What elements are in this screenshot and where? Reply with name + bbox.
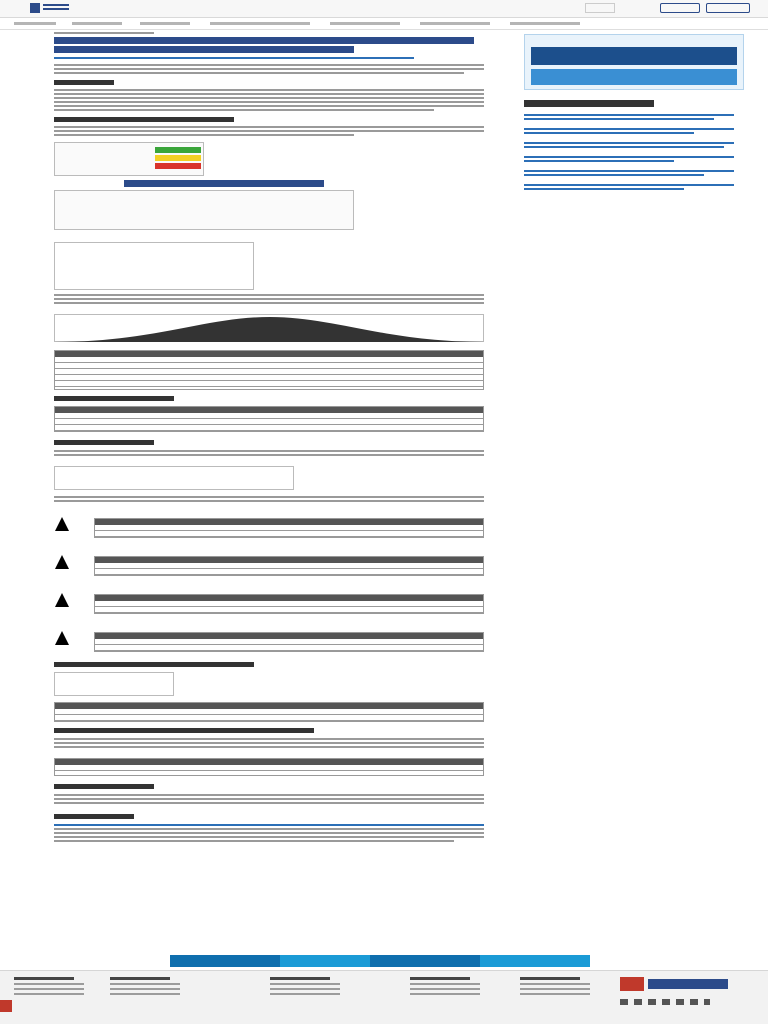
text-line [54, 64, 484, 66]
text-line [54, 89, 484, 91]
nav-item[interactable] [420, 22, 490, 25]
nav-item[interactable] [140, 22, 190, 25]
table-header [55, 407, 483, 413]
search-button[interactable] [585, 3, 615, 13]
text-line [54, 126, 484, 128]
related-content-heading [524, 100, 654, 107]
text-line [54, 294, 484, 296]
text-line [54, 101, 484, 103]
top-bar [0, 0, 768, 18]
section-heading [54, 814, 134, 819]
advert-band [531, 47, 737, 65]
qualitative-risk-matrix [54, 190, 354, 230]
promo-segment [370, 955, 480, 967]
reference-line [54, 828, 484, 830]
text-line [54, 97, 484, 99]
nav-item[interactable] [510, 22, 580, 25]
quality-impact-table [94, 594, 484, 614]
text-line [54, 802, 484, 804]
article-title-line-2 [54, 46, 354, 53]
text-line [54, 454, 484, 456]
promo-banner[interactable] [170, 955, 590, 967]
text-line [54, 302, 484, 304]
logo-wordmark [43, 4, 69, 6]
promo-segment [170, 955, 280, 967]
text-line [54, 496, 484, 498]
text-line [54, 450, 484, 452]
cost-impact-table [94, 556, 484, 576]
footer-column [520, 977, 600, 1021]
section-heading [54, 662, 254, 667]
arrow-up-icon [54, 516, 70, 532]
safety-impact-table [94, 632, 484, 652]
text-line [54, 500, 484, 502]
footer-brand[interactable] [620, 977, 750, 1015]
text-line [54, 130, 484, 132]
feedback-tab[interactable] [0, 1000, 12, 1012]
table-header [95, 633, 483, 639]
related-item[interactable] [524, 146, 724, 148]
section-heading [54, 117, 234, 122]
related-item[interactable] [524, 184, 734, 186]
register-button[interactable] [706, 3, 750, 13]
related-item[interactable] [524, 170, 734, 172]
risk-scale-graphic [55, 143, 205, 177]
impact-diagram [54, 466, 294, 490]
section-heading [54, 728, 314, 733]
site-logo[interactable] [30, 2, 70, 14]
table-header [55, 759, 483, 765]
risk-scale-table [54, 142, 204, 176]
logo-mark [30, 3, 40, 13]
related-item[interactable] [524, 118, 714, 120]
main-nav [0, 18, 768, 30]
nav-item[interactable] [72, 22, 122, 25]
breadcrumb[interactable] [54, 32, 154, 34]
text-line [54, 794, 484, 796]
section-heading [54, 440, 154, 445]
related-item[interactable] [524, 156, 734, 158]
text-line [54, 72, 464, 74]
related-item[interactable] [524, 128, 734, 130]
footer-column [410, 977, 490, 1021]
nav-item[interactable] [210, 22, 310, 25]
table-header [55, 351, 483, 357]
footer-wordmark [648, 979, 728, 989]
text-line [54, 798, 484, 800]
text-line [54, 105, 484, 107]
footer-logo [620, 977, 644, 991]
reference-line[interactable] [54, 824, 484, 826]
text-line [54, 298, 484, 300]
related-item[interactable] [524, 132, 694, 134]
sidebar [520, 32, 750, 452]
text-line [54, 109, 434, 111]
related-item[interactable] [524, 174, 704, 176]
reference-line [54, 840, 454, 842]
footer-column [270, 977, 350, 1021]
text-line [54, 68, 484, 70]
probability-table [54, 406, 484, 432]
expected-value-table [54, 758, 484, 776]
histogram-graphic [55, 315, 485, 343]
table-header [95, 519, 483, 525]
nav-item[interactable] [330, 22, 400, 25]
table-header [55, 703, 483, 709]
text-line [54, 746, 484, 748]
footer-column [110, 977, 190, 1021]
time-impact-table [94, 518, 484, 538]
arrow-up-icon [54, 554, 70, 570]
probability-figure [54, 242, 254, 290]
arrow-up-icon [54, 592, 70, 608]
table-header [95, 557, 483, 563]
text-line [54, 738, 484, 740]
site-footer [0, 970, 768, 1024]
comparison-table [54, 350, 484, 390]
footer-column [14, 977, 94, 1021]
article-body [54, 32, 494, 912]
advert-banner[interactable] [524, 34, 744, 90]
article-title [54, 37, 474, 44]
advert-cta[interactable] [531, 69, 737, 85]
text-line [54, 134, 354, 136]
reference-line [54, 836, 484, 838]
text-line [54, 742, 484, 744]
login-button[interactable] [660, 3, 700, 13]
time-horizon-figure [54, 672, 174, 696]
byline[interactable] [54, 57, 414, 59]
matrix-title [124, 180, 324, 187]
related-item[interactable] [524, 188, 684, 190]
section-heading [54, 396, 174, 401]
related-item[interactable] [524, 160, 674, 162]
reference-line [54, 832, 484, 834]
social-icons[interactable] [620, 999, 710, 1005]
table-header [95, 595, 483, 601]
related-item[interactable] [524, 114, 734, 116]
section-heading [54, 80, 114, 85]
nav-item[interactable] [14, 22, 56, 25]
proximity-table [54, 702, 484, 722]
related-item[interactable] [524, 142, 734, 144]
arrow-up-icon [54, 630, 70, 646]
text-line [54, 93, 484, 95]
section-heading [54, 784, 154, 789]
distribution-histogram [54, 314, 484, 342]
